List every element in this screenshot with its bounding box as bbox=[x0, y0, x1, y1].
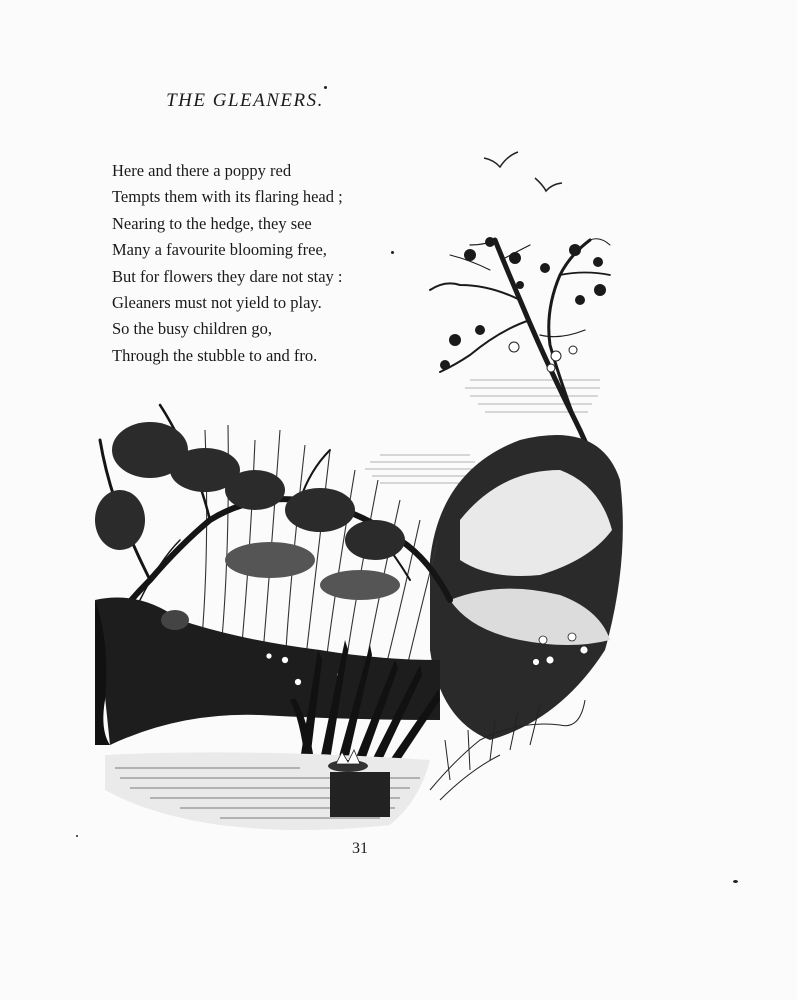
pond-water bbox=[105, 750, 430, 830]
poem-line: Nearing to the hedge, they see bbox=[112, 213, 312, 233]
poem-line: Gleaners must not yield to play. bbox=[112, 293, 322, 313]
bush-right bbox=[430, 435, 623, 740]
running-title: THE GLEANERS. bbox=[166, 90, 324, 111]
ink-speck bbox=[391, 251, 394, 254]
page-number: 31 bbox=[352, 840, 368, 857]
bank-left bbox=[95, 598, 440, 746]
poem-line: So the busy children go, bbox=[112, 319, 272, 339]
poem-line: Many a favourite blooming free, bbox=[112, 240, 327, 260]
ink-speck bbox=[733, 880, 738, 883]
poem-line: Tempts them with its flaring head ; bbox=[112, 187, 343, 207]
poem-line: But for flowers they dare not stay : bbox=[112, 266, 343, 286]
ink-speck bbox=[324, 86, 327, 89]
birds bbox=[484, 152, 562, 191]
ink-speck bbox=[76, 835, 78, 837]
poem-line: Here and there a poppy red bbox=[112, 161, 292, 180]
bird-in-grass bbox=[161, 610, 189, 630]
willow-foliage bbox=[95, 422, 405, 600]
poem-line: Through the stubble to and fro. bbox=[112, 345, 318, 365]
pond-engraving-illustration bbox=[85, 140, 630, 830]
